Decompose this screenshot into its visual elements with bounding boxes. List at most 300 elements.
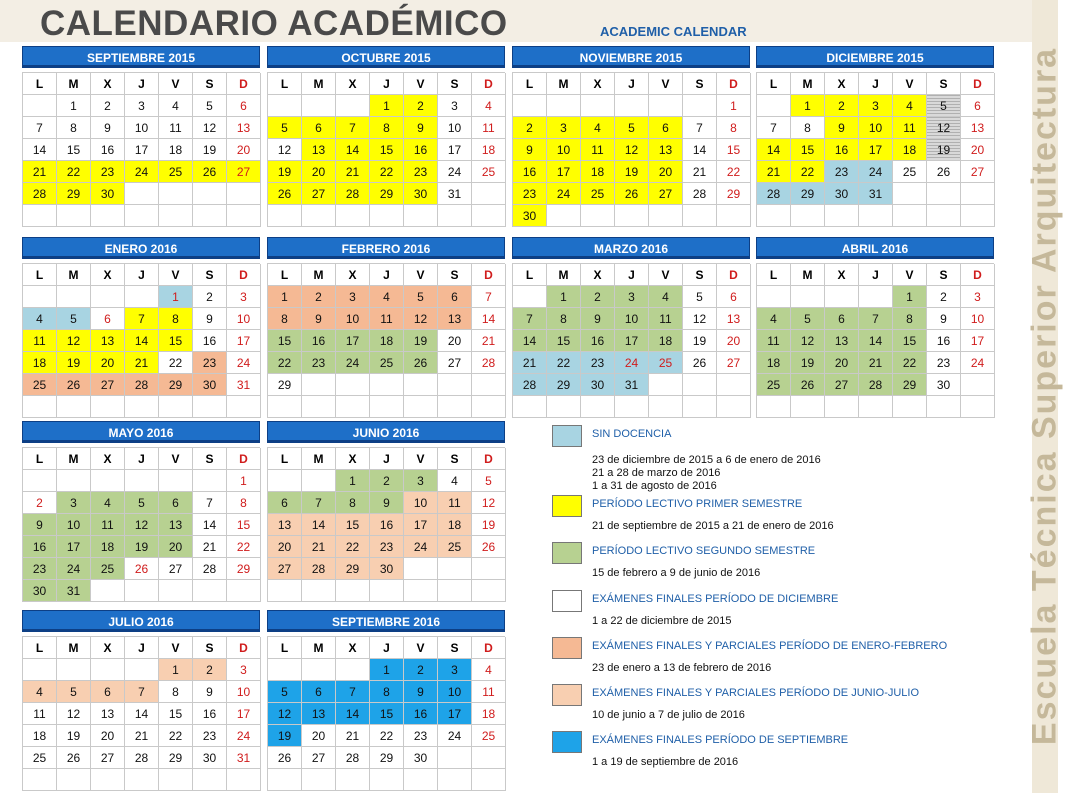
day-cell: 19	[268, 161, 302, 183]
empty-cell	[404, 580, 438, 602]
day-cell: 25	[757, 374, 791, 396]
day-cell: 23	[91, 161, 125, 183]
day-cell: 6	[268, 492, 302, 514]
weekday-label: X	[336, 448, 370, 470]
day-cell: 22	[227, 536, 261, 558]
day-cell: 8	[893, 308, 927, 330]
day-cell: 6	[438, 286, 472, 308]
day-cell: 30	[193, 747, 227, 769]
day-cell: 28	[125, 747, 159, 769]
empty-cell	[23, 396, 57, 418]
empty-cell	[91, 286, 125, 308]
day-cell: 26	[791, 374, 825, 396]
weekday-label: D	[227, 73, 261, 95]
weekday-label: V	[893, 264, 927, 286]
weekday-label: S	[683, 264, 717, 286]
day-cell: 23	[927, 352, 961, 374]
day-cell: 8	[547, 308, 581, 330]
empty-cell	[615, 95, 649, 117]
day-cell: 20	[159, 536, 193, 558]
weekday-label: L	[268, 73, 302, 95]
legend-dates: 21 de septiembre de 2015 a 21 de enero de 2016	[592, 520, 834, 532]
day-cell: 31	[227, 374, 261, 396]
weekday-label: V	[649, 264, 683, 286]
empty-cell	[91, 470, 125, 492]
empty-cell	[961, 396, 995, 418]
weekday-label: L	[23, 637, 57, 659]
weekday-label: S	[193, 264, 227, 286]
day-cell: 21	[125, 725, 159, 747]
day-cell: 7	[125, 681, 159, 703]
empty-cell	[683, 396, 717, 418]
day-cell: 24	[547, 183, 581, 205]
day-cell: 17	[615, 330, 649, 352]
day-cell: 18	[649, 330, 683, 352]
weekday-label: S	[438, 448, 472, 470]
day-cell: 1	[791, 95, 825, 117]
day-cell: 9	[825, 117, 859, 139]
empty-cell	[370, 580, 404, 602]
day-cell: 29	[268, 374, 302, 396]
empty-cell	[472, 558, 506, 580]
day-cell: 17	[547, 161, 581, 183]
day-cell: 25	[472, 161, 506, 183]
empty-cell	[438, 769, 472, 791]
day-cell: 28	[757, 183, 791, 205]
day-cell: 13	[268, 514, 302, 536]
day-cell: 31	[57, 580, 91, 602]
empty-cell	[125, 659, 159, 681]
day-cell: 19	[193, 139, 227, 161]
weekday-label: M	[57, 637, 91, 659]
day-cell: 10	[125, 117, 159, 139]
empty-cell	[472, 396, 506, 418]
weekday-label: V	[893, 73, 927, 95]
empty-cell	[193, 396, 227, 418]
legend-dates: 1 a 19 de septiembre de 2016	[592, 756, 739, 768]
empty-cell	[859, 205, 893, 227]
day-cell: 7	[23, 117, 57, 139]
empty-cell	[91, 396, 125, 418]
empty-cell	[927, 183, 961, 205]
empty-cell	[193, 470, 227, 492]
day-cell: 21	[683, 161, 717, 183]
month-title: JUNIO 2016	[267, 421, 505, 443]
weekday-label: J	[125, 637, 159, 659]
empty-cell	[336, 769, 370, 791]
day-cell: 21	[336, 725, 370, 747]
empty-cell	[581, 396, 615, 418]
day-cell: 9	[193, 308, 227, 330]
day-grid	[22, 447, 260, 602]
day-cell: 11	[472, 681, 506, 703]
day-cell: 27	[825, 374, 859, 396]
day-cell: 20	[825, 352, 859, 374]
weekday-label: M	[57, 448, 91, 470]
weekday-label: X	[336, 264, 370, 286]
day-cell: 29	[159, 374, 193, 396]
day-cell: 3	[438, 95, 472, 117]
weekday-label: L	[23, 448, 57, 470]
day-cell: 13	[302, 703, 336, 725]
day-cell: 9	[23, 514, 57, 536]
day-cell: 2	[927, 286, 961, 308]
day-cell: 30	[581, 374, 615, 396]
legend-swatch	[552, 637, 582, 659]
day-cell: 19	[472, 514, 506, 536]
day-cell: 20	[268, 536, 302, 558]
weekday-label: M	[302, 73, 336, 95]
legend-swatch	[552, 590, 582, 612]
day-cell: 4	[23, 308, 57, 330]
empty-cell	[893, 396, 927, 418]
day-cell: 14	[193, 514, 227, 536]
day-cell: 5	[193, 95, 227, 117]
empty-cell	[757, 205, 791, 227]
day-cell: 16	[927, 330, 961, 352]
empty-cell	[57, 470, 91, 492]
day-cell: 4	[438, 470, 472, 492]
day-cell: 23	[825, 161, 859, 183]
legend-dates: 15 de febrero a 9 de junio de 2016	[592, 567, 761, 579]
day-grid	[22, 636, 260, 791]
day-cell: 2	[825, 95, 859, 117]
day-cell: 15	[336, 514, 370, 536]
empty-cell	[57, 769, 91, 791]
day-cell: 1	[159, 659, 193, 681]
legend-swatch	[552, 425, 582, 447]
weekday-label: J	[859, 73, 893, 95]
empty-cell	[227, 580, 261, 602]
day-cell: 14	[472, 308, 506, 330]
day-cell: 3	[57, 492, 91, 514]
day-cell: 25	[472, 725, 506, 747]
day-cell: 25	[23, 747, 57, 769]
day-cell: 2	[404, 95, 438, 117]
empty-cell	[961, 374, 995, 396]
day-cell: 30	[193, 374, 227, 396]
empty-cell	[404, 374, 438, 396]
day-cell: 6	[825, 308, 859, 330]
day-cell: 29	[717, 183, 751, 205]
day-cell: 21	[336, 161, 370, 183]
day-cell: 2	[404, 659, 438, 681]
day-cell: 15	[893, 330, 927, 352]
day-cell: 12	[268, 703, 302, 725]
day-cell: 17	[404, 514, 438, 536]
day-cell: 18	[159, 139, 193, 161]
day-cell: 12	[683, 308, 717, 330]
day-cell: 13	[91, 330, 125, 352]
empty-cell	[302, 205, 336, 227]
day-cell: 14	[336, 703, 370, 725]
empty-cell	[159, 396, 193, 418]
day-cell: 13	[825, 330, 859, 352]
empty-cell	[268, 580, 302, 602]
day-cell: 4	[91, 492, 125, 514]
empty-cell	[513, 286, 547, 308]
day-cell: 3	[859, 95, 893, 117]
day-cell: 21	[859, 352, 893, 374]
weekday-label: V	[159, 73, 193, 95]
day-cell: 1	[717, 95, 751, 117]
empty-cell	[581, 95, 615, 117]
month-title: SEPTIEMBRE 2016	[267, 610, 505, 632]
weekday-label: D	[717, 73, 751, 95]
day-cell: 28	[23, 183, 57, 205]
day-cell: 22	[336, 536, 370, 558]
day-cell: 4	[649, 286, 683, 308]
day-cell: 10	[961, 308, 995, 330]
day-cell: 19	[57, 352, 91, 374]
day-cell: 9	[404, 681, 438, 703]
empty-cell	[472, 183, 506, 205]
day-cell: 20	[302, 725, 336, 747]
day-cell: 28	[472, 352, 506, 374]
day-cell: 15	[370, 139, 404, 161]
day-cell: 26	[57, 374, 91, 396]
day-cell: 15	[547, 330, 581, 352]
day-cell: 9	[513, 139, 547, 161]
weekday-label: X	[581, 73, 615, 95]
empty-cell	[159, 769, 193, 791]
empty-cell	[404, 769, 438, 791]
day-cell: 16	[370, 514, 404, 536]
empty-cell	[927, 205, 961, 227]
month-title: ABRIL 2016	[756, 237, 994, 259]
weekday-label: M	[57, 264, 91, 286]
day-cell: 27	[227, 161, 261, 183]
empty-cell	[302, 374, 336, 396]
weekday-label: X	[336, 73, 370, 95]
day-cell: 6	[961, 95, 995, 117]
day-cell: 11	[91, 514, 125, 536]
day-cell: 16	[404, 703, 438, 725]
month-calendar	[512, 46, 750, 227]
day-cell: 2	[193, 286, 227, 308]
day-cell: 12	[472, 492, 506, 514]
legend-dates: 1 a 22 de diciembre de 2015	[592, 615, 732, 627]
day-cell: 9	[302, 308, 336, 330]
day-cell: 7	[336, 117, 370, 139]
day-grid	[267, 447, 505, 602]
day-cell: 17	[125, 139, 159, 161]
day-cell: 15	[227, 514, 261, 536]
day-cell: 24	[438, 725, 472, 747]
weekday-label: M	[302, 264, 336, 286]
day-cell: 27	[159, 558, 193, 580]
weekday-label: D	[472, 264, 506, 286]
day-cell: 25	[581, 183, 615, 205]
day-cell: 24	[227, 725, 261, 747]
empty-cell	[791, 286, 825, 308]
weekday-label: L	[268, 637, 302, 659]
empty-cell	[547, 205, 581, 227]
month-title: OCTUBRE 2015	[267, 46, 505, 68]
day-cell: 4	[893, 95, 927, 117]
weekday-label: V	[404, 448, 438, 470]
day-cell: 25	[893, 161, 927, 183]
day-cell: 19	[268, 725, 302, 747]
empty-cell	[438, 374, 472, 396]
day-grid	[22, 263, 260, 418]
day-cell: 28	[302, 558, 336, 580]
day-cell: 19	[683, 330, 717, 352]
legend-dates: 23 de enero a 13 de febrero de 2016	[592, 662, 772, 674]
day-cell: 23	[404, 725, 438, 747]
empty-cell	[683, 374, 717, 396]
day-cell: 5	[57, 308, 91, 330]
day-cell: 15	[717, 139, 751, 161]
empty-cell	[649, 95, 683, 117]
empty-cell	[757, 95, 791, 117]
empty-cell	[370, 374, 404, 396]
empty-cell	[91, 580, 125, 602]
empty-cell	[302, 396, 336, 418]
day-cell: 30	[404, 183, 438, 205]
day-cell: 17	[859, 139, 893, 161]
day-cell: 13	[961, 117, 995, 139]
day-cell: 7	[683, 117, 717, 139]
day-cell: 31	[615, 374, 649, 396]
legend-label: EXÁMENES FINALES PERÍODO DE DICIEMBRE	[592, 593, 839, 605]
day-cell: 20	[91, 725, 125, 747]
day-grid	[512, 263, 750, 418]
empty-cell	[927, 396, 961, 418]
day-cell: 13	[91, 703, 125, 725]
day-cell: 27	[268, 558, 302, 580]
day-cell: 10	[227, 308, 261, 330]
day-cell: 8	[717, 117, 751, 139]
empty-cell	[125, 396, 159, 418]
empty-cell	[268, 659, 302, 681]
empty-cell	[302, 659, 336, 681]
day-cell: 8	[336, 492, 370, 514]
day-cell: 15	[268, 330, 302, 352]
day-cell: 3	[404, 470, 438, 492]
empty-cell	[159, 183, 193, 205]
day-cell: 22	[159, 352, 193, 374]
day-cell: 23	[581, 352, 615, 374]
day-cell: 24	[404, 536, 438, 558]
day-cell: 14	[683, 139, 717, 161]
day-cell: 10	[336, 308, 370, 330]
empty-cell	[859, 396, 893, 418]
day-cell: 9	[404, 117, 438, 139]
day-cell: 24	[859, 161, 893, 183]
day-cell: 11	[472, 117, 506, 139]
weekday-label: S	[438, 264, 472, 286]
empty-cell	[91, 659, 125, 681]
month-calendar	[756, 237, 994, 418]
day-cell: 27	[961, 161, 995, 183]
empty-cell	[893, 205, 927, 227]
day-cell: 4	[472, 659, 506, 681]
day-cell: 11	[893, 117, 927, 139]
day-cell: 14	[125, 703, 159, 725]
day-cell: 18	[438, 514, 472, 536]
empty-cell	[370, 205, 404, 227]
day-cell: 3	[961, 286, 995, 308]
day-cell: 19	[927, 139, 961, 161]
day-cell: 4	[757, 308, 791, 330]
day-cell: 16	[193, 330, 227, 352]
day-cell: 5	[268, 117, 302, 139]
weekday-label: S	[438, 637, 472, 659]
weekday-label: V	[159, 448, 193, 470]
empty-cell	[193, 205, 227, 227]
empty-cell	[125, 769, 159, 791]
day-grid	[512, 72, 750, 227]
empty-cell	[193, 580, 227, 602]
day-cell: 18	[581, 161, 615, 183]
day-cell: 10	[57, 514, 91, 536]
day-cell: 22	[791, 161, 825, 183]
empty-cell	[193, 769, 227, 791]
day-cell: 6	[302, 681, 336, 703]
day-cell: 10	[438, 117, 472, 139]
day-cell: 17	[336, 330, 370, 352]
day-cell: 1	[57, 95, 91, 117]
day-cell: 12	[927, 117, 961, 139]
day-cell: 26	[927, 161, 961, 183]
day-cell: 1	[268, 286, 302, 308]
empty-cell	[404, 558, 438, 580]
weekday-label: X	[581, 264, 615, 286]
day-cell: 12	[57, 703, 91, 725]
legend-swatch	[552, 542, 582, 564]
legend-swatch	[552, 684, 582, 706]
day-cell: 2	[513, 117, 547, 139]
empty-cell	[757, 286, 791, 308]
day-cell: 1	[547, 286, 581, 308]
day-cell: 18	[893, 139, 927, 161]
day-cell: 14	[513, 330, 547, 352]
day-cell: 6	[91, 308, 125, 330]
empty-cell	[268, 769, 302, 791]
day-cell: 27	[302, 183, 336, 205]
day-cell: 12	[404, 308, 438, 330]
empty-cell	[717, 374, 751, 396]
weekday-label: X	[336, 637, 370, 659]
day-cell: 7	[302, 492, 336, 514]
empty-cell	[159, 470, 193, 492]
day-cell: 11	[159, 117, 193, 139]
day-cell: 4	[159, 95, 193, 117]
weekday-label: J	[615, 73, 649, 95]
day-cell: 5	[927, 95, 961, 117]
day-cell: 7	[193, 492, 227, 514]
empty-cell	[159, 205, 193, 227]
day-cell: 29	[336, 558, 370, 580]
day-cell: 27	[438, 352, 472, 374]
day-cell: 31	[859, 183, 893, 205]
month-calendar	[267, 610, 505, 791]
weekday-label: J	[125, 448, 159, 470]
day-cell: 27	[91, 747, 125, 769]
day-grid	[22, 72, 260, 227]
day-cell: 20	[438, 330, 472, 352]
weekday-label: S	[193, 448, 227, 470]
empty-cell	[649, 205, 683, 227]
empty-cell	[893, 183, 927, 205]
weekday-label: X	[91, 73, 125, 95]
day-cell: 15	[791, 139, 825, 161]
day-cell: 8	[159, 681, 193, 703]
legend-label: SIN DOCENCIA	[592, 428, 672, 440]
day-cell: 31	[227, 747, 261, 769]
weekday-label: L	[757, 73, 791, 95]
